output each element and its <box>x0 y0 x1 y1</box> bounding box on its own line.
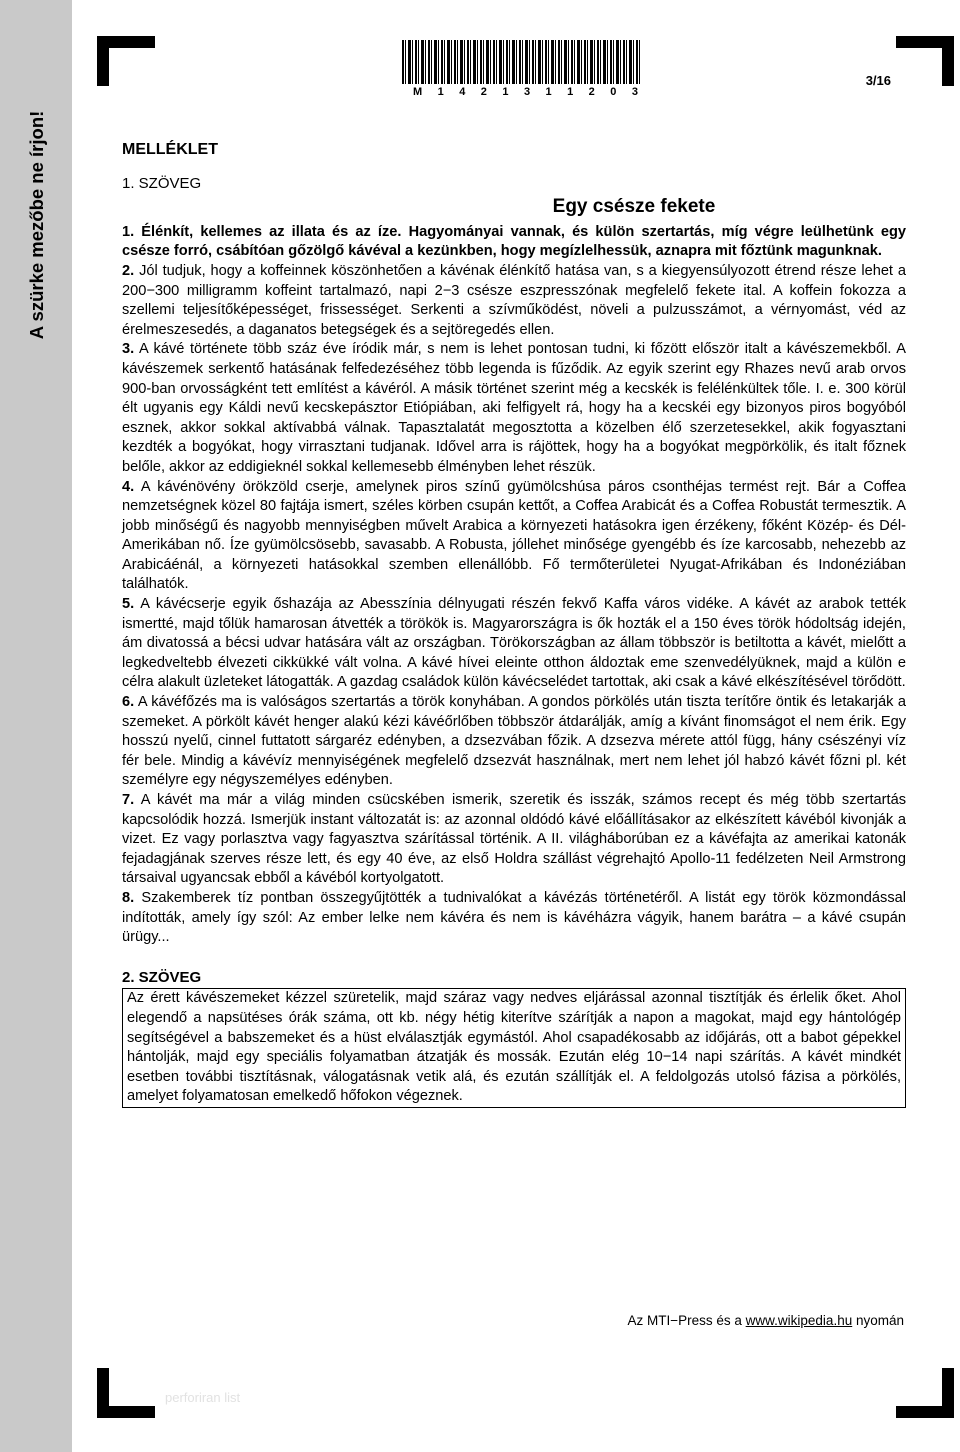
paragraph-1: 1. Élénkít, kellemes az illata és az íze. Hagyományai vannak, és külön szertartás, míg végre leülhetünk egy csésze forró, csábítóan gőzölgő kávéval a kezünkben, hogy megízlelhessük, aznapra mit főztünk magunknak. <box>122 223 906 260</box>
footer-watermark: perforiran list <box>165 1390 241 1405</box>
paragraph-5: 5. A kávécserje egyik őshazája az Abesszínia délnyugati részén fekvő Kaffa város vidéke. A kávét az arabok tették ismertté, majd tőlük hamarosan átvették a törökök is. Magyarországra is ők hozták el a 150 éves török hódoltság idején, ám divatossá a bécsi udvar hatására vált az országban. Törökországban az állam többször is betiltotta a kávét, mielőtt a legkedveltebb élvezeti cikkükké vált volna. A kávé hívei eleinte otthon áldoztak eme szenvedélyüknek, majd a külön e célra alakult üzleteket látogatták. A gazdag családok külön kávécselédet tartottak, aki csak a kávé elkészítésével törődött. <box>122 596 907 691</box>
source-link[interactable]: www.wikipedia.hu <box>745 1313 853 1328</box>
paragraph-2: 2. Jól tudjuk, hogy a koffeinnek köszönhetően a kávénak élénkítő hatása van, s a kiegyensúlyozott étrend része lehet a 200−300 milligramm koffeint tartalmazó, napi 2−3 csésze eszpresszónak megfelelő fekete ital. A koffein fokozza a szellemi teljesítőképességet, frissességet. Serkenti a szívműködést, növeli a pulzusszámot, a vérnyomást, véd az érelmeszesedés, a daganatos betegségek és a sejtöregedés ellen. <box>122 262 906 338</box>
paragraph-8: 8. Szakemberek tíz pontban összegyűjtötték a tudnivalókat a kávézás történetéről. A listát egy török közmondással indították, amely így szól: Az ember lelke nem kávéra és nem is kávéházra vágyik, hanem barátra – a kávé csupán ürügy... <box>122 889 906 946</box>
text2-box: Az érett kávészemeket kézzel szüretelik, majd száraz vagy nedves eljárással azonnal tisztítják és érlelik őket. Ahol elegendő a napsütéses órák száma, ott kb. négy hétig kiterítve szárítják a napon a magokat, majd egy hántológép segítségével a babszemeket és a hüst elválasztják egymástól. Ahol csapadékosabb az időjárás, ott a babot gépekkel hántolják, majd egy speciális folyamatban átzatják és mossák. Ezután elég 10−14 napi szárítás. A kávét mindkét esetben további tisztításnak, válogatásnak vetik alá, és ezután szállítják el. A feldolgozás utolsó fázisa a pörkölés, amelyet folyamatosan emelkedő hőfokon végeznek. <box>122 988 906 1108</box>
text1-label: 1. SZÖVEG <box>122 174 202 192</box>
barcode <box>402 40 642 84</box>
barcode-digits: M 1 4 2 1 3 1 1 2 0 3 <box>413 86 638 98</box>
margin-warning: A szürke mezőbe ne írjon! <box>26 110 47 340</box>
source-citation: Az MTI−Press és a www.wikipedia.hu nyomán <box>627 1313 904 1328</box>
paragraph-6: 6. A kávéfőzés ma is valóságos szertartás a török konyhában. A gondos pörkölés után tiszta terítőre öntik és letakarják a szemeket. A pörkölt kávét henger alakú kézi kávéőrlőben többször átdarálják, amíg a kívánt finomságot el nem érik. Egy hosszú nyelű, cinnel futtatott sárgaréz edényben, a dzsezvában főzik. A dzsezva mérete attól függ, hány csészényi víz fér bele. Mindig a kávévíz mennyiségének megfelelő dzsezvát használnak, mert nem lehet jól habzó kávét főzni pl. két személyre egy négyszemélyes edényben. <box>122 694 906 789</box>
section-label: MELLÉKLET <box>122 141 218 158</box>
document-title: Egy csésze fekete <box>552 196 716 218</box>
document-body <box>122 140 906 1108</box>
paragraph-4: 4. A kávénövény örökzöld cserje, amelynek piros színű gyümölcshúsa páros csonthéjas termést rejt. Bár a Coffea nemzetségnek közel 80 fajtája ismert, széles körben csupán kettőt, a Coffea Arabicát és a Coffea Robustát termesztik. A jobb minőségű és nagyobb mennyiségben művelt Arabica a környezeti hatásokra igen érzékeny, főként Közép- és Dél-Amerikában nő. Íze gyümölcsösebb, savasabb. A Robusta, jóllehet minősége gyengébb és íze karcosabb, nehezebb az Arabicáénál, a környezeti hatásokkal szemben ellenállóbb. Fő termőterületei Nyugat-Afrikában és Indonéziában találhatók. <box>122 478 907 593</box>
page-number: 3/16 <box>865 73 891 88</box>
paragraph-7: 7. A kávét ma már a világ minden csücskében ismerik, szeretik és isszák, számos recept és még több szertartás kapcsolódik hozzá. Ismerjük instant változatát is: az azonnal oldódó kávé előállításakor az elkészített kávéból kivonják a vizet. Ez vagy porlasztva vagy fagyasztva szárítással történik. A II. világháborúban ez a kávéfajta az amerikai katonák fejadagjának szerves része lett, és egy 40 éve, az első Holdra szállást végrehajtó Apollo-11 fedélzeten Neil Armstrong társaival ugyancsak ebből a kávéból kortyolgatott. <box>122 792 907 887</box>
paragraph-3: 3. A kávé története több száz éve íródik már, s nem is lehet pontosan tudni, ki főzött először italt a kávészemekből. A kávészemek serkentő hatásának felfedezéséhez több legenda is fűződik. Az egyik szerint egy Rhazes nevű arab orvos 900-ban orvosságként tett említést a kávéról. A másik történet szerint még a kecskék is felélénkültek tőle. I. e. 300 körül élt ugyanis egy Káldi nevű kecskepásztor Etiópiában, aki felfigyelt rá, hogy ha a kecskéi egy bizonyos piros bogyóból esznek, akkor sokkal aktívabbá válnak. Tapasztalatát megosztotta a közelben élő szerzetesekkel, akik fogyasztani kezdték a bogyókat, hogy virrasztani tudjanak. Idővel arra is rájöttek, hogy ha a bogyókat megpörkölik, és italt főznek belőle, akkor az eddigieknél sokkal kellemesebb élményben lehet részük. <box>122 341 906 475</box>
text2-label: 2. SZÖVEG <box>122 968 202 986</box>
